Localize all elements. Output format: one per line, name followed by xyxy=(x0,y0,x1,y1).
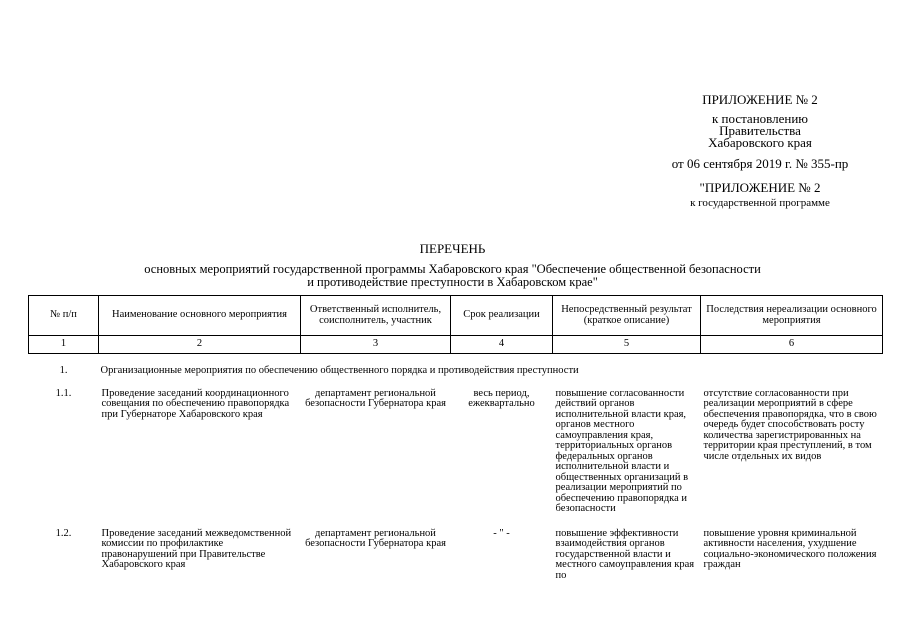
decree-ref-line2: Правительства xyxy=(719,123,801,138)
table-row xyxy=(29,523,883,590)
row-activity-name: Проведение заседаний межведомственной комиссии по профилактике правонарушений при Правительстве Хабаровского края xyxy=(101,527,292,570)
activities-table xyxy=(28,295,883,589)
section-row xyxy=(29,354,883,383)
column-number-row xyxy=(29,336,883,354)
appendix-label-2: "ПРИЛОЖЕНИЕ № 2 xyxy=(699,180,821,195)
row-executor: департамент региональной безопасности Губернатора края xyxy=(305,527,446,549)
header-cell-period: Срок реализации xyxy=(451,296,553,336)
column-number: 2 xyxy=(99,336,301,354)
decree-ref-line1: к постановлению xyxy=(711,111,809,126)
row-number: 1.1. xyxy=(55,387,72,399)
column-number: 1 xyxy=(29,336,99,354)
program-ref: к государственной программе xyxy=(690,197,830,209)
table-header-row xyxy=(29,296,883,336)
header-cell-result: Непосредственный результат (краткое описание) xyxy=(553,296,701,336)
column-number: 4 xyxy=(451,336,553,354)
table-row xyxy=(29,383,883,523)
row-consequence: повышение уровня криминальной активности населения, ухудшение социально-экономического положения граждан xyxy=(703,527,877,570)
document-subtitle-line2: и противодействие преступности в Хабаровском крае" xyxy=(307,275,598,289)
row-result: повышение согласованности действий органов исполнительной власти края, органов местного самоуправления края, территориальных органов федеральных органов исполнительной власти и общественных организаций в реализации мероприятий по обеспечению правопорядка и безопасности xyxy=(555,387,689,514)
row-number: 1.2. xyxy=(55,527,72,539)
row-period: весь период, ежеквартально xyxy=(468,387,535,409)
row-executor: департамент региональной безопасности Губернатора края xyxy=(305,387,446,409)
document-subtitle-line1: основных мероприятий государственной программы Хабаровского края "Обеспечение общественной безопасности xyxy=(144,262,761,276)
column-number: 5 xyxy=(553,336,701,354)
column-number: 3 xyxy=(301,336,451,354)
header-cell-name: Наименование основного мероприятия xyxy=(99,296,301,336)
appendix-label: ПРИЛОЖЕНИЕ № 2 xyxy=(702,92,818,107)
section-title: Организационные мероприятия по обеспечению общественного порядка и противодействия преступности xyxy=(100,365,579,376)
document-title: ПЕРЕЧЕНЬ xyxy=(419,241,486,256)
header-cell-executor: Ответственный исполнитель, соисполнитель, участник xyxy=(301,296,451,336)
row-result: повышение эффективности взаимодействия органов государственной власти и местного самоуправления края по xyxy=(555,527,695,581)
header-cell-consequence: Последствия нереализации основного мероприятия xyxy=(701,296,883,336)
column-number: 6 xyxy=(701,336,883,354)
row-activity-name: Проведение заседаний координационного совещания по обеспечению правопорядка при Губернаторе Хабаровского края xyxy=(101,387,290,420)
row-consequence: отсутствие согласованности при реализации мероприятий в сфере обеспечения правопорядка, что в свою очередь будет способствовать росту количества зарегистрированных на территории края преступлений, в том числе отдельных их видов xyxy=(703,387,877,462)
row-period: - " - xyxy=(493,527,510,539)
section-number: 1. xyxy=(59,365,68,376)
decree-ref-line3: Хабаровского края xyxy=(708,135,812,150)
header-cell-number: № п/п xyxy=(29,296,99,336)
decree-date: от 06 сентября 2019 г. № 355-пр xyxy=(671,156,849,171)
